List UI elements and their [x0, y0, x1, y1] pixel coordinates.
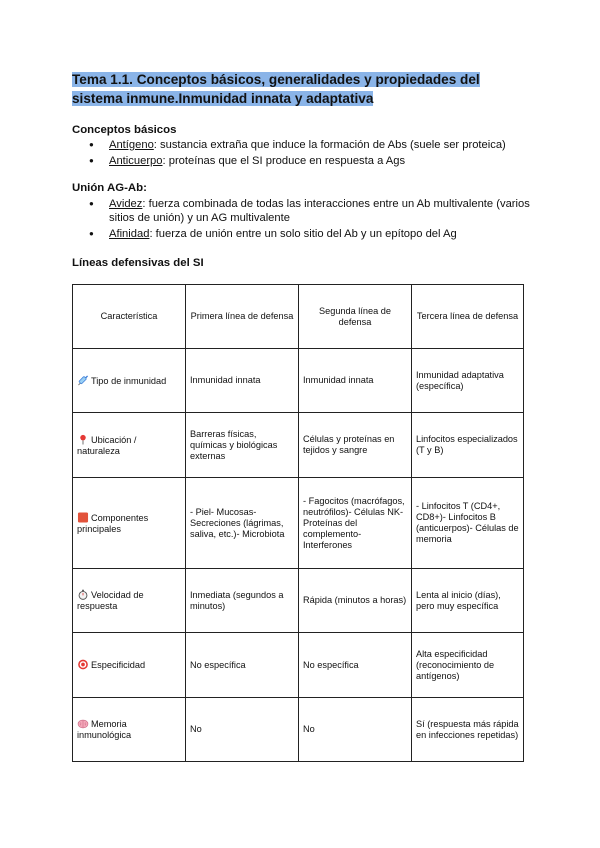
term-avidez: Avidez: [109, 198, 143, 210]
list-item: [72, 138, 542, 152]
table-cell: Linfocitos especializados (T y B): [412, 413, 524, 478]
pushpin-icon: [77, 434, 89, 445]
definition: : fuerza de unión entre un solo sitio del Ab y un epítopo del Ag: [149, 228, 457, 240]
definition: : sustancia extraña que induce la formación de Abs (suele ser proteica): [153, 139, 506, 151]
term-antigeno: Antígeno: [109, 139, 154, 151]
defense-heading: Líneas defensivas del SI: [72, 257, 204, 269]
syringe-icon: [77, 375, 89, 386]
table-header: Segunda línea de defensa: [299, 285, 412, 349]
definition: : proteínas que el SI produce en respuesta a Ags: [162, 155, 406, 167]
term-anticuerpo: Anticuerpo: [109, 155, 163, 167]
row-label: Ubicación / naturaleza: [77, 434, 137, 456]
list-item: [72, 154, 542, 168]
union-heading: Unión AG-Ab:: [72, 182, 147, 194]
table-cell: Células y proteínas en tejidos y sangre: [299, 413, 412, 478]
basics-heading: Conceptos básicos: [72, 124, 177, 136]
table-cell: - Piel- Mucosas- Secreciones (lágrimas, saliva, etc.)- Microbiota: [186, 478, 299, 569]
definition: : fuerza combinada de todas las interacciones entre un Ab multivalente (varios sitios de unión) y un AG multivalente: [109, 198, 530, 224]
table-cell: No específica: [186, 633, 299, 698]
table-cell: Rápida (minutos a horas): [299, 569, 412, 633]
table-header: Tercera línea de defensa: [412, 285, 524, 349]
table-row: [73, 413, 524, 478]
row-label: Tipo de inmunidad: [91, 375, 167, 386]
union-list: [72, 197, 542, 243]
defense-table: [72, 284, 524, 762]
document-title: Tema 1.1. Conceptos básicos, generalidades y propiedades del sistema inmune.Inmunidad innata y adaptativa: [72, 72, 480, 106]
row-label-cell: [73, 569, 186, 633]
table-header: Primera línea de defensa: [186, 285, 299, 349]
basics-list: [72, 138, 542, 170]
row-label-cell: [73, 413, 186, 478]
red-square-icon: [77, 512, 89, 523]
table-row: [73, 698, 524, 762]
table-cell: Alta especificidad (reconocimiento de antígenos): [412, 633, 524, 698]
table-cell: No específica: [299, 633, 412, 698]
list-item: [72, 227, 542, 241]
table-cell: No: [186, 698, 299, 762]
table-row: [73, 633, 524, 698]
table-row: [73, 478, 524, 569]
table-cell: Inmunidad innata: [186, 349, 299, 413]
row-label-cell: [73, 478, 186, 569]
table-cell: - Linfocitos T (CD4+, CD8+)- Linfocitos B (anticuerpos)- Células de memoria: [412, 478, 524, 569]
table-header: Característica: [73, 285, 186, 349]
table-cell: Inmediata (segundos a minutos): [186, 569, 299, 633]
row-label-cell: [73, 349, 186, 413]
term-afinidad: Afinidad: [109, 228, 150, 240]
table-cell: Inmunidad adaptativa (específica): [412, 349, 524, 413]
table-cell: Sí (respuesta más rápida en infecciones repetidas): [412, 698, 524, 762]
table-cell: No: [299, 698, 412, 762]
table-row: [73, 349, 524, 413]
table-row: [73, 569, 524, 633]
target-icon: [77, 659, 89, 670]
row-label: Memoria inmunológica: [77, 719, 132, 740]
brain-icon: [77, 718, 89, 729]
row-label-cell: [73, 633, 186, 698]
row-label: Velocidad de respuesta: [77, 590, 144, 611]
table-cell: Inmunidad innata: [299, 349, 412, 413]
row-label-cell: [73, 698, 186, 762]
table-cell: Barreras físicas, químicas y biológicas externas: [186, 413, 299, 478]
stopwatch-icon: [77, 589, 89, 600]
list-item: [72, 197, 542, 225]
table-cell: Lenta al inicio (días), pero muy específica: [412, 569, 524, 633]
table-cell: - Fagocitos (macrófagos, neutrófilos)- Células NK- Proteínas del complemento- Interferones: [299, 478, 412, 569]
row-label: Componentes principales: [77, 512, 149, 534]
row-label: Especificidad: [91, 660, 146, 670]
